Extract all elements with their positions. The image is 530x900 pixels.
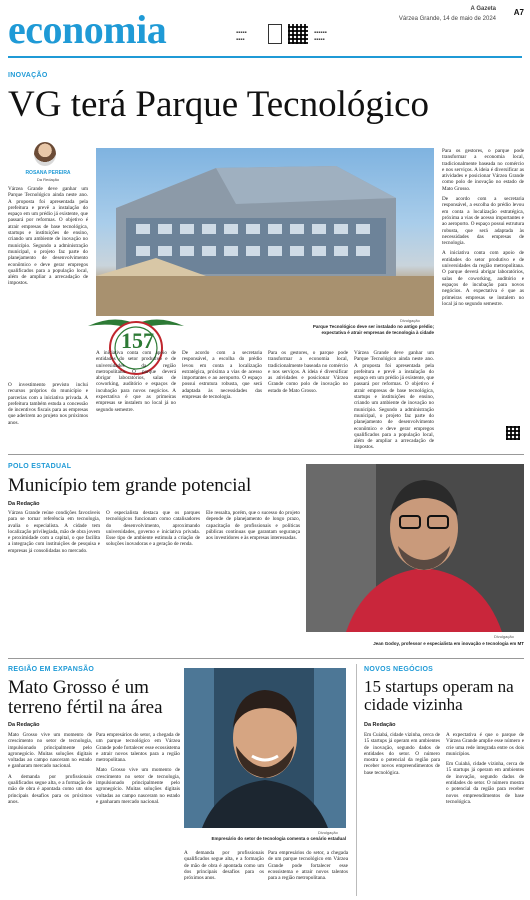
story-four-column-2 [446, 732, 524, 898]
lead-paragraph: Várzea Grande deve ganhar um Parque Tecnológico ainda neste ano. A proposta foi apresentada pela prefeitura e prevê a instalação do espaço em um prédio já existente, que passará por reformas. O objetivo é atrair empresas de base tecnológica, startups e instituições de ensino, criando um ambiente de inovação no município. Segundo a administração municipal, o projeto faz parte do planejamento de desenvolvimento econômico e deve gerar empregos qualificados para a população local, além de ampliar a arrecadação de impostos. [8, 186, 88, 287]
story-two-column-2 [106, 510, 200, 644]
lead-column-1b [8, 382, 88, 444]
section-title: economia [8, 7, 167, 52]
lead-headline: VG terá Parque Tecnológico [8, 84, 430, 125]
story-three-column-2 [96, 732, 180, 898]
qr-code-icon [288, 24, 308, 44]
lead-column-3 [182, 350, 262, 440]
story-two-photo-credit: Divulgação [494, 634, 514, 639]
story-three-paragraph: A demanda por profissionais qualificados segue alta, e a formação de mão de obra é apontada como um dos principais desafios para os próximos anos. [184, 850, 264, 882]
story-three-paragraph: A demanda por profissionais qualificados segue alta, e a formação de mão de obra é apontada como um dos principais desafios para os próximos anos. [8, 773, 92, 805]
story-three-column-4 [268, 850, 348, 898]
lead-photo-credit: Divulgação [400, 318, 420, 323]
story-two-column-1 [8, 510, 100, 644]
story-two-headline: Município tem grande potencial [8, 475, 252, 496]
lead-paragraph: De acordo com a secretaria responsável, a escolha do prédio levou em conta a localização estratégica, próxima a vias de acesso importantes e ao aeroporto. O espaço possui estrutura robusta, que será adaptada às necessidades das empresas de tecnologia. [442, 196, 524, 247]
story-two-byline: Da Redação [8, 501, 40, 507]
phone-icon [268, 24, 282, 44]
masthead-contact: ▪▪▪▪▪▪ ▪▪▪▪▪ [314, 30, 327, 43]
column-divider [356, 664, 357, 896]
story-three-kicker: REGIÃO EM EXPANSÃO [8, 666, 95, 673]
author-avatar [34, 142, 56, 166]
building-photo [96, 148, 434, 316]
masthead-label: ▪▪▪▪▪ ▪▪▪▪ [236, 30, 247, 43]
story-two-paragraph: Várzea Grande reúne condições favoráveis para se tornar referência em tecnologia, avalia o especialista. A cidade tem localização privilegiada, mão de obra jovem e proximidade com a capital, o que facilita a integração com instituições de pesquisa e empresas já consolidadas no mercado. [8, 510, 100, 554]
story-three-photo-credit: Divulgação [318, 830, 338, 835]
date-line: Várzea Grande, 14 de maio de 2024 [398, 16, 496, 22]
lead-paragraph: A iniciativa conta com apoio de entidades do setor produtivo e de universidades da região metropolitana. O parque deverá abrigar laboratórios, salas de coworking, auditório e espaços de incubação para novos negócios. A expectativa é que as primeiras empresas se instalem no local já no segundo semestre. [442, 250, 524, 307]
story-two-column-3 [206, 510, 300, 644]
lead-column-right [442, 148, 524, 438]
story-three-paragraph: Para empresários do setor, a chegada de um parque tecnológico em Várzea Grande pode fortalecer esse ecossistema e atrair novos talentos para a região metropolitana. [96, 732, 180, 764]
lead-paragraph: Para os gestores, o parque pode transformar a economia local, tradicionalmente baseada no comércio e nos serviços. A ideia é diversificar as atividades e posicionar Várzea Grande como polo de inovação no estado de Mato Grosso. [442, 148, 524, 192]
story-four-byline: Da Redação [364, 722, 396, 728]
story-four-column-1 [364, 732, 440, 898]
story-three-photo-caption: Empresário do setor de tecnologia comenta o cenário estadual [211, 836, 346, 841]
story-four-headline: 15 startups operam na cidade vizinha [364, 677, 514, 714]
story-three-paragraph: Mato Grosso vive um momento de crescimento no setor de tecnologia, impulsionado principalmente pelo agronegócio. Muitas soluções digitais voltadas ao campo nasceram no estado e ganharam mercado nacional. [8, 732, 92, 770]
story-four-paragraph: Em Cuiabá, cidade vizinha, cerca de 15 startups já operam em ambientes de inovação, segundo dados de entidades do setor. O número mostra o potencial da região para receber novos empreendimentos de base tecnológica. [364, 732, 440, 776]
section-divider [8, 454, 524, 455]
story-three-paragraph: Mato Grosso vive um momento de crescimento no setor de tecnologia, impulsionado principalmente pelo agronegócio. Muitas soluções digitais voltadas ao campo nasceram no estado e ganharam mercado nacional. [96, 767, 180, 805]
story-three-column-1 [8, 732, 92, 898]
story-three-paragraph: Para empresários do setor, a chegada de um parque tecnológico em Várzea Grande pode fortalecer esse ecossistema e atrair novos talentos para a região metropolitana. [268, 850, 348, 882]
brand-name: A Gazeta [470, 6, 496, 12]
qr-code-icon [506, 426, 520, 440]
page-number: A7 [513, 8, 524, 17]
story-two-photo-caption: Jean Godoy, professor e especialista em inovação e tecnologia em MT [373, 641, 524, 646]
lead-paragraph: A iniciativa conta com apoio de entidades do setor produtivo e de universidades da região metropolitana. O parque deverá abrigar laboratórios, salas de coworking, auditório e espaços de incubação para novos negócios. A expectativa é que as primeiras empresas se instalem no local já no segundo semestre. [96, 350, 176, 413]
section-divider [8, 658, 524, 659]
specialist-photo [306, 464, 524, 632]
lead-column-2 [96, 350, 176, 440]
story-two-kicker: POLO ESTADUAL [8, 463, 72, 470]
entrepreneur-photo [184, 668, 346, 828]
story-three-headline: Mato Grosso é um terreno fértil na área [8, 677, 163, 718]
story-three-byline: Da Redação [8, 722, 40, 728]
lead-photo-caption: Parque Tecnológico deve ser instalado no antigo prédio; expectativa é atrair empresas de tecnologia à cidade [312, 324, 434, 335]
seal-number: 157 [121, 328, 154, 353]
story-four-paragraph: Em Cuiabá, cidade vizinha, cerca de 15 startups já operam em ambientes de inovação, segundo dados de entidades do setor. O número mostra o potencial da região para receber novos empreendimentos de base tecnológica. [446, 761, 524, 805]
lead-paragraph: Várzea Grande deve ganhar um Parque Tecnológico ainda neste ano. A proposta foi apresentada pela prefeitura e prevê a instalação do espaço em um prédio já existente, que passará por reformas. O objetivo é atrair empresas de base tecnológica, startups e instituições de ensino, criando um ambiente de inovação no município. Segundo a administração municipal, o projeto faz parte do planejamento de desenvolvimento econômico e deve gerar empregos qualificados para a população local, além de ampliar a arrecadação de impostos. [354, 350, 434, 451]
masthead-rule [8, 56, 522, 58]
lead-kicker: INOVAÇÃO [8, 72, 48, 79]
story-three-column-3 [184, 850, 264, 898]
lead-column-4 [268, 350, 348, 440]
story-two-paragraph: O especialista destaca que os parques tecnológicos funcionam como catalisadores do desenvolvimento, aproximando universidades, governo e iniciativa privada. Esse tipo de ambiente estimula a criação de soluções inovadoras e a geração de renda. [106, 510, 200, 548]
author-role: Da Redação [36, 177, 60, 182]
lead-column-1 [8, 186, 88, 316]
lead-paragraph: Para os gestores, o parque pode transformar a economia local, tradicionalmente baseada no comércio e nos serviços. A ideia é diversificar as atividades e posicionar Várzea Grande como polo de inovação no estado de Mato Grosso. [268, 350, 348, 394]
lead-column-5 [354, 350, 434, 451]
masthead [0, 0, 530, 58]
story-four-paragraph: A expectativa é que o parque de Várzea Grande amplie esse número e crie uma rede integrada entre os dois municípios. [446, 732, 524, 757]
lead-paragraph: De acordo com a secretaria responsável, a escolha do prédio levou em conta a localização estratégica, próxima a vias de acesso importantes e ao aeroporto. O espaço possui estrutura robusta, que será adaptada às necessidades das empresas de tecnologia. [182, 350, 262, 401]
author-name: ROSANA PEREIRA [25, 170, 71, 176]
lead-paragraph: O investimento previsto inclui recursos próprios do município e parcerias com a iniciativa privada. A prefeitura também estuda a concessão de incentivos fiscais para as empresas que aderirem ao projeto nos próximos anos. [8, 382, 88, 426]
story-four-kicker: NOVOS NEGÓCIOS [364, 666, 434, 673]
story-two-paragraph: Ele ressalta, porém, que o sucesso do projeto depende de planejamento de longo prazo, capacitação de profissionais e políticas públicas contínuas que garantam segurança aos investidores e às empresas interessadas. [206, 510, 300, 542]
